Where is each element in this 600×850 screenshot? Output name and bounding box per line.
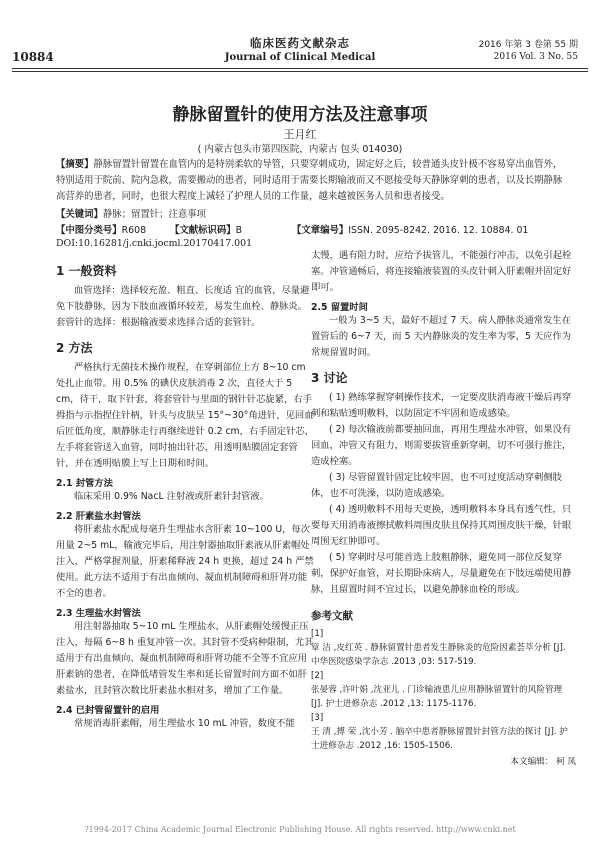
author: 王月红 [283, 128, 317, 141]
issue-info-en: 2016 Vol. 3 No. 55 [493, 52, 578, 62]
section-1-title: 1 一般资料 [56, 264, 117, 278]
clc-code [56, 222, 146, 236]
reference-number: [3] [311, 713, 324, 723]
doi: DOI:10.16281/j.cnki.jocml.20170417.001 [56, 238, 253, 249]
section-1-text: 血管选择：选择较充盈、粗直、长度适 宜的血管，尽量避免下肢静脉，因为下肢血液循环较差，易发生血栓、静脉炎。套管针的选择：根据输液要求选择合适的套管针。 [56, 285, 310, 328]
section-3-title: 3 讨论 [311, 371, 348, 385]
discussion-point-3: ( 3) 尽管留置针固定比较牢固，也不可过度活动穿刺侧肢体，也不可洗澡，以防造成感染。 [311, 472, 562, 499]
section-2-title: 2 方法 [56, 341, 93, 355]
article-number-value: ISSN. 2095-8242. 2016. 12. 10884. 01 [348, 225, 529, 236]
keywords-text: 静脉；留置针；注意事项 [102, 209, 207, 220]
clc-value: R608 [121, 225, 147, 236]
section-2-1-text: 临床采用 0.9% NacL 注射液或肝素针封管液。 [74, 491, 269, 502]
discussion-point-4: ( 4) 透明敷料不用每天更换，透明敷料本身具有透气性，只要每天用消毒液擦拭敷料周围皮肤且保持其周围皮肤干燥，针眼周围无红肿即可。 [311, 504, 572, 547]
reference-text: 张晏蓉 ,许叶娟 ,沈亚儿 . 门诊输液患儿应用静脉留置针的风险管理 [J]. 护士进修杂志 .2012 ,13: 1175-1176. [311, 685, 563, 709]
reference-text: 章 洁 ,皮红英 . 静脉留置针患者发生静脉炎的危险因素荟萃分析 [J]. 中华医院感染学杂志 .2013 ,03: 517-519. [311, 643, 566, 667]
section-2-2-text: 将肝素盐水配成每毫升生理盐水含肝素 10~100 U，每次用量 2~5 mL，输液完毕后，用注射器抽取肝素液从肝素帽处注入，严格掌握剂量，肝素稀释液 24 h 更换，超过 24 h 严禁使用。此方法不适用于有出血倾向、凝血机制障碍和肝肾功能不全的患者。 [56, 524, 314, 599]
discussion-point-5: ( 5) 穿刺时尽可能首选上肢粗静脉，避免同一部位反复穿刺，保护好血管，对长期卧床病人，尽量避免在下肢远端使用静脉，且留置时间不宜过长，以避免静脉血栓的形成。 [311, 552, 572, 595]
section-2-1-title: 2.1 封管方法 [56, 478, 113, 489]
section-2-4-title: 2.4 已封管留置针的启用 [56, 705, 160, 716]
journal-title-en: Journal of Clinical Medical [224, 52, 376, 63]
discussion-point-2: ( 2) 每次输液前都要抽回血，再用生理盐水冲管，如果没有回血，冲管又有阻力，则需要拔管重新穿刺，切不可强行推注，造成栓塞。 [311, 424, 572, 467]
reference-item [311, 711, 576, 753]
section-2-3-text: 用注射器抽取 5~10 mL 生理盐水，从肝素帽处缓慢正压注入，每隔 6~8 h 重复冲管一次。其封管不受病种限制，尤其适用于有出血倾向、凝血机制障碍和肝肾功能不全等不宜应用肝素钠的患者，在降低堵管发生率和延长留置时间方面不如肝素盐水，且封管次数比肝素盐水相对多，增加了工作量。 [56, 621, 314, 696]
abstract-label: 【摘要】 [56, 159, 94, 170]
copyright-footer: ?1994-2017 China Academic Journal Electronic Publishing House. All rights reserved. http://www.cnki.net [84, 825, 516, 834]
references-title: 参考文献 [311, 610, 353, 622]
doc-code [170, 222, 242, 236]
abstract-text: 静脉留置针留置在血管内的是特别柔软的导管，只要穿刺成功，固定好之后，较普通头皮针极不容易穿出血管外，特别适用于院前、院内急救，需要搬动的患者，同时适用于需要长期输液而又不愿接受每天静脉穿刺的患者，以及长期静脉高营养的患者，同时，也很大程度上减轻了护理人员的工作量，越来越被医务人员和患者接受。 [56, 159, 563, 202]
issue-info-cn: 2016 年第 3 卷第 55 期 [478, 40, 578, 50]
reference-item [311, 669, 576, 711]
clc-label: 【中图分类号】 [56, 225, 122, 236]
reference-item [311, 627, 576, 669]
section-2-5-text: 一般为 3~5 天，最好不超过 7 天。病人静脉炎通常发生在置管后的 6~7 天，而 5 天内静脉炎的发生率为零，5 天应作为常规留置时间。 [311, 315, 572, 358]
section-2-3-title: 2.3 生理盐水封管法 [56, 608, 141, 619]
article-number-label: 【文章编号】 [292, 225, 349, 236]
page-number: 10884 [12, 50, 54, 64]
article-title: 静脉留置针的使用方法及注意事项 [172, 105, 428, 125]
left-column [56, 262, 316, 732]
keywords-label: 【关键词】 [56, 209, 103, 220]
discussion-point-1: ( 1) 熟练掌握穿刺操作技术，一定要皮肤消毒液干燥后再穿刺和粘贴透明敷料，以防固定不牢固和造成感染。 [311, 392, 572, 419]
article-number [292, 222, 528, 236]
editor-credit: 本文编辑： 柯 凤 [510, 757, 576, 767]
section-2-5-title: 2.5 留置时间 [311, 302, 368, 313]
right-column [311, 248, 576, 767]
header-rule [12, 68, 588, 69]
doc-code-value: B [235, 225, 243, 236]
keywords [56, 206, 206, 220]
section-2-text: 严格执行无菌技术操作规程，在穿刺部位上方 8~10 cm 处扎止血带。用 0.5% 的碘伏皮肤消毒 2 次，直径大于 5 cm，待干，取下针套，将套管针与里面的钢针针芯旋紧，右手拇指与示指捏住针柄，针头与皮肤呈 15°~30°角进针，见回血后匠低角度，顺静脉走行再继续进针 0.2 cm，右手固定针芯，左手将套管送入血管，同时抽出针芯，用透明贴膜固定套管针，并在透明贴膜上写上日期和时间。 [56, 362, 314, 469]
continued-text: 太慢，遇有阻力时，应给予拔管儿，不能强行冲击，以免引起栓塞。冲管通畅后，将连接输液装置的头皮针刺入肝素帽并固定好即可。 [311, 250, 572, 293]
reference-number: [1] [311, 629, 324, 639]
abstract [56, 157, 566, 205]
header-rule-thin [12, 71, 588, 72]
journal-title-cn: 临床医药文献杂志 [250, 36, 350, 50]
section-2-4-text: 常规消毒肝素帽，用生理盐水 10 mL 冲管，数度不能 [74, 718, 295, 729]
references-list [311, 627, 576, 753]
reference-text: 王 清 ,搏 荣 ,沈小芳 . 脑卒中患者静脉留置针封管方法的探讨 [J]. 护士进修杂志 .2012 ,16: 1505-1506. [311, 727, 568, 751]
affiliation: ( 内蒙古包头市第四医院，内蒙古 包头 014030) [197, 144, 403, 155]
reference-number: [2] [311, 671, 324, 681]
section-2-2-title: 2.2 肝素盐水封管法 [56, 511, 141, 522]
doc-code-label: 【文献标识码】 [170, 225, 236, 236]
